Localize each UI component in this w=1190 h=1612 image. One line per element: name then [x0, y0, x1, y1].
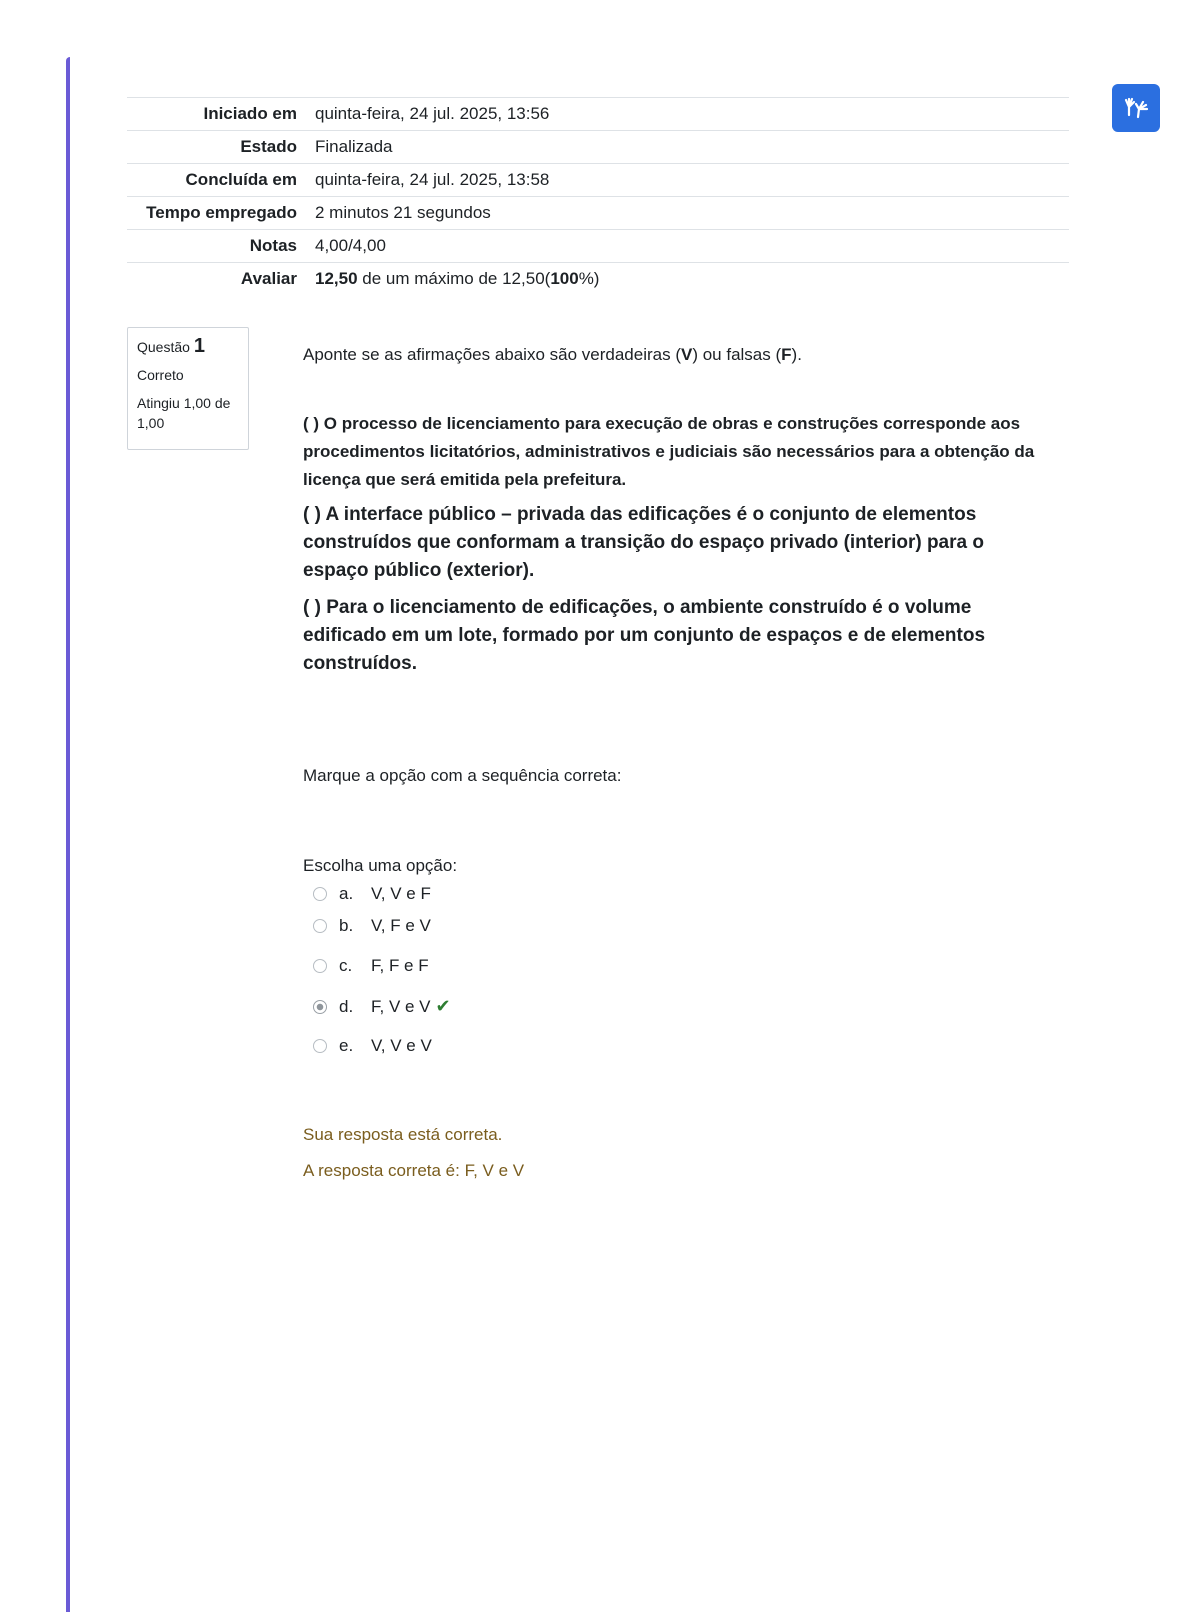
question-prompt: Marque a opção com a sequência correta:: [303, 766, 622, 785]
summary-label: Avaliar: [127, 263, 315, 296]
summary-value: 2 minutos 21 segundos: [315, 197, 1069, 230]
answer-option-a[interactable]: [313, 884, 431, 904]
summary-row: [127, 131, 1069, 164]
answer-option-c[interactable]: [313, 956, 429, 976]
sign-language-hands-icon: [1121, 93, 1151, 123]
statement-3: ( ) Para o licenciamento de edificações, o ambiente construído é o volume edificado em um lote, formado por um conjunto de espaços e de elementos construídos.: [303, 597, 986, 674]
intro-f: F: [781, 345, 792, 364]
question-state: Correto: [137, 367, 184, 383]
question-number: [137, 336, 239, 357]
feedback-correct-answer: A resposta correta é: F, V e V: [303, 1161, 525, 1180]
answer-option-d[interactable]: [313, 996, 451, 1017]
option-text: V, V e F: [371, 884, 431, 903]
answer-option-b[interactable]: [313, 916, 431, 936]
radio-button-selected[interactable]: [313, 1000, 327, 1014]
question-grade: Atingiu 1,00 de 1,00: [137, 395, 231, 431]
option-text: F, V e V: [371, 996, 431, 1016]
accent-left-border: [66, 57, 70, 1612]
radio-button[interactable]: [313, 887, 327, 901]
radio-button[interactable]: [313, 1039, 327, 1053]
summary-label: Concluída em: [127, 164, 315, 197]
score-value: 12,50: [315, 269, 358, 288]
choose-label: Escolha uma opção:: [303, 856, 458, 875]
statement-2: ( ) A interface público – privada das edificações é o conjunto de elementos construídos que conformam a transição do espaço privado (interior) para o espaço público (exterior).: [303, 504, 984, 581]
intro-v: V: [680, 345, 693, 364]
radio-button[interactable]: [313, 919, 327, 933]
option-text: V, V e V: [371, 1036, 432, 1055]
summary-value: quinta-feira, 24 jul. 2025, 13:58: [315, 164, 1069, 197]
attempt-summary-table: [127, 97, 1069, 295]
summary-label: Iniciado em: [127, 98, 315, 131]
question-number-value: 1: [193, 335, 205, 357]
score-percent: 100: [550, 269, 579, 288]
intro-text: ).: [791, 345, 802, 364]
summary-row: [127, 164, 1069, 197]
summary-row: [127, 98, 1069, 131]
summary-value: Finalizada: [315, 131, 1069, 164]
summary-value: 4,00/4,00: [315, 230, 1069, 263]
score-middle: de um máximo de 12,50(: [357, 269, 551, 288]
radio-button[interactable]: [313, 959, 327, 973]
summary-row: [127, 197, 1069, 230]
intro-text: ) ou falsas (: [692, 345, 782, 364]
summary-row-avaliar: [127, 263, 1069, 296]
option-text: F, F e F: [371, 956, 429, 975]
option-text: V, F e V: [371, 916, 431, 935]
summary-row: [127, 230, 1069, 263]
option-letter: c.: [339, 956, 353, 975]
score-end: %): [578, 269, 600, 288]
summary-label: Estado: [127, 131, 315, 164]
option-letter: e.: [339, 1036, 354, 1055]
question-info-box: [127, 327, 249, 450]
vlibras-accessibility-button[interactable]: [1112, 84, 1160, 132]
statement-1: ( ) O processo de licenciamento para execução de obras e construções corresponde aos procedimentos licitatórios, administrativos e judiciais são necessários para a obtenção da licença que será emitida pela prefeitura.: [303, 414, 1035, 489]
option-letter: d.: [339, 996, 354, 1016]
intro-text: Aponte se as afirmações abaixo são verdadeiras (: [303, 345, 681, 364]
summary-value: [315, 263, 1069, 296]
summary-value: quinta-feira, 24 jul. 2025, 13:56: [315, 98, 1069, 131]
check-icon: ✔: [435, 996, 451, 1016]
question-intro: [303, 341, 1043, 369]
feedback-result: Sua resposta está correta.: [303, 1125, 503, 1144]
answer-option-e[interactable]: [313, 1036, 432, 1056]
summary-label: Notas: [127, 230, 315, 263]
option-letter: a.: [339, 884, 354, 903]
summary-label: Tempo empregado: [127, 197, 315, 230]
question-prefix: Questão: [137, 339, 190, 355]
option-letter: b.: [339, 916, 354, 935]
